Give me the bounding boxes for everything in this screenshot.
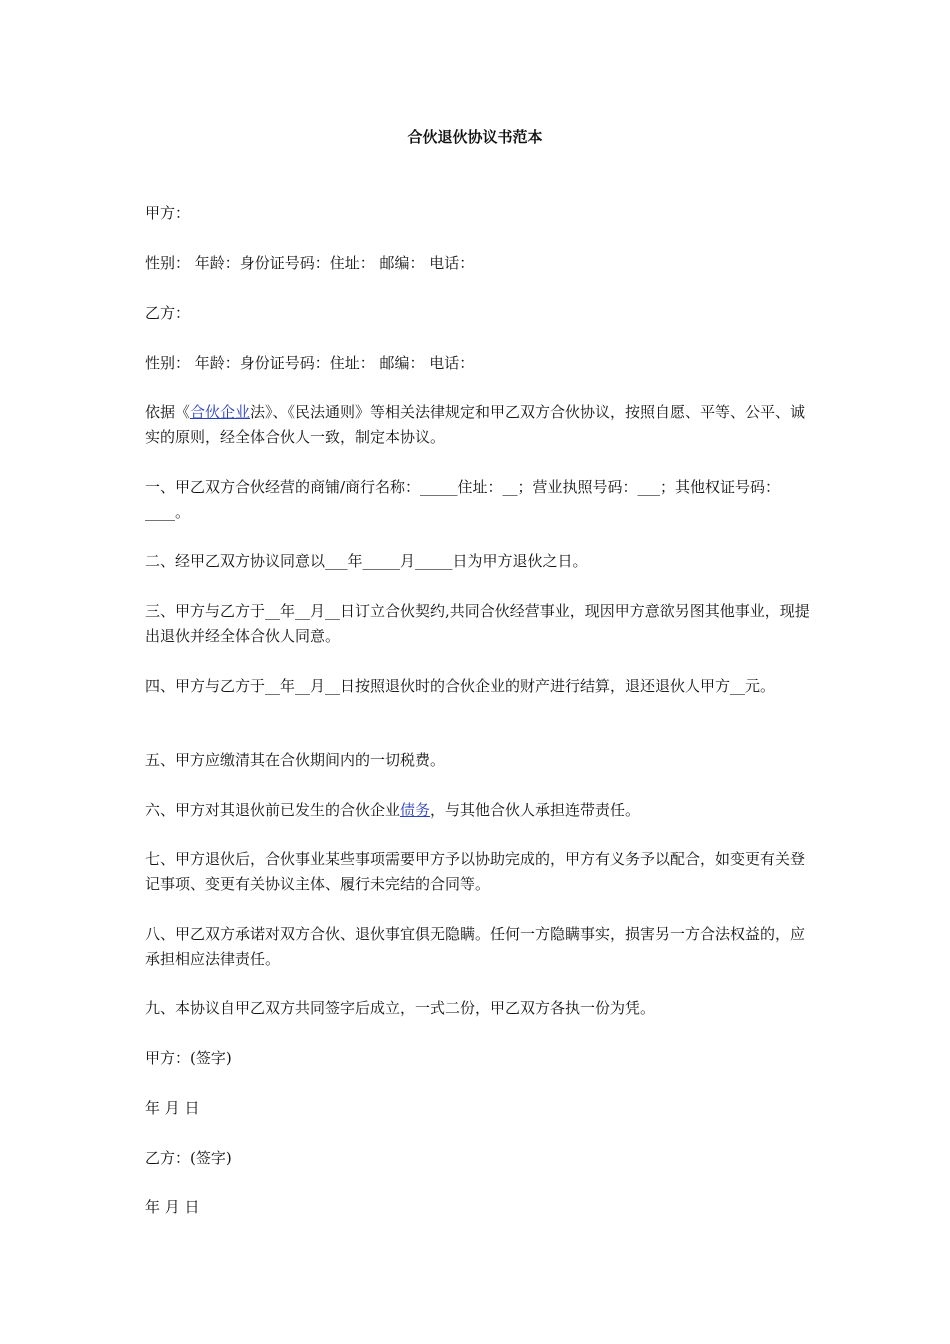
intro-text-before: 依据《 xyxy=(145,403,191,421)
clause-5: 五、甲方应缴清其在合伙期间内的一切税费。 xyxy=(145,751,446,769)
clause-4: 四、甲方与乙方于__年__月__日按照退伙时的合伙企业的财产进行结算，退还退伙人甲方__元。 xyxy=(145,677,776,695)
document-title: 合伙退伙协议书范本 xyxy=(407,128,543,146)
party-a-signature: 甲方：(签字) xyxy=(145,1049,232,1067)
intro-text-after: 法》、《民法通则》等相关法律规定和甲乙双方合伙协议，按照自愿、平等、公平、诚实的原则，经全体合伙人一致，制定本协议。 xyxy=(145,403,806,446)
party-b-date: 年 月 日 xyxy=(145,1198,200,1216)
debt-link[interactable]: 债务 xyxy=(400,801,431,819)
party-a-date: 年 月 日 xyxy=(145,1099,200,1117)
clause-7: 七、甲方退伙后，合伙事业某些事项需要甲方予以协助完成的，甲方有义务予以配合，如变更有关登记事项、变更有关协议主体、履行未完结的合同等。 xyxy=(145,850,806,893)
clause-6 xyxy=(145,798,810,823)
clause-2: 二、经甲乙双方协议同意以___年_____月_____日为甲方退伙之日。 xyxy=(145,552,588,570)
party-b-signature: 乙方：(签字) xyxy=(145,1149,232,1167)
party-a-info: 性别： 年龄：身份证号码：住址： 邮编： 电话： xyxy=(145,254,475,272)
clause-8: 八、甲乙双方承诺对双方合伙、退伙事宜俱无隐瞒。任何一方隐瞒事实，损害另一方合法权益的，应承担相应法律责任。 xyxy=(145,925,806,968)
party-a-label: 甲方： xyxy=(145,204,191,222)
clause-1: 一、甲乙双方合伙经营的商铺/商行名称：_____住址：__；营业执照号码：___；其他权证号码：____。 xyxy=(145,478,781,521)
clause-3: 三、甲方与乙方于__年__月__日订立合伙契约,共同合伙经营事业，现因甲方意欲另图其他事业，现提出退伙并经全体合伙人同意。 xyxy=(145,602,810,645)
party-b-label: 乙方： xyxy=(145,304,191,322)
clause-6-text-before: 六、甲方对其退伙前已发生的合伙企业 xyxy=(145,801,401,819)
party-b-info: 性别： 年龄：身份证号码：住址： 邮编： 电话： xyxy=(145,354,475,372)
intro-paragraph xyxy=(145,400,810,450)
clause-6-text-after: ，与其他合伙人承担连带责任。 xyxy=(430,801,641,819)
clause-9: 九、本协议自甲乙双方共同签字后成立，一式二份，甲乙双方各执一份为凭。 xyxy=(145,999,656,1017)
partnership-enterprise-link[interactable]: 合伙企业 xyxy=(190,403,251,421)
